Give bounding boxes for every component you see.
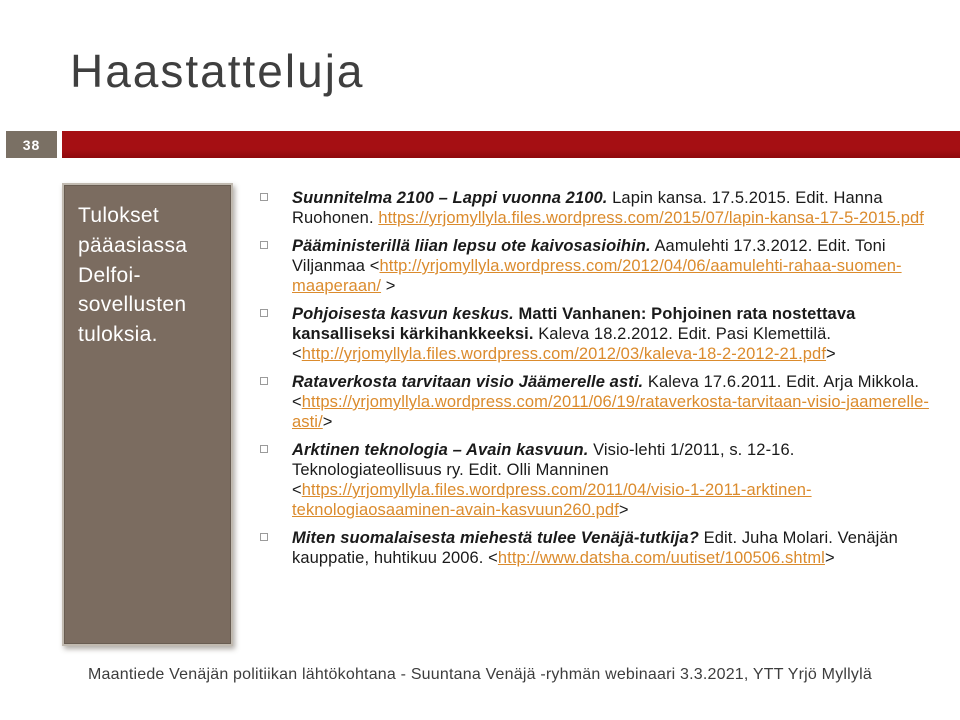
reference-text: Visio-lehti 1/2011, s. 12-16. Teknologiateollisuus ry. Edit. Olli Manninen < (292, 441, 795, 499)
reference-after: > (322, 413, 333, 431)
reference-link[interactable]: https://yrjomyllyla.files.wordpress.com/2015/07/lapin-kansa-17-5-2015.pdf (378, 209, 924, 227)
reference-link[interactable]: http://yrjomyllyla.files.wordpress.com/2012/03/kaleva-18-2-2012-21.pdf (301, 345, 827, 363)
list-item (258, 372, 934, 432)
reference-title: Pääministerillä liian lepsu ote kaivosasioihin. (292, 237, 651, 255)
sidebar-text: Tulokset pääasiassa Delfoi-sovellusten tuloksia. (78, 204, 188, 347)
reference-text: Aamulehti 17.3.2012. Edit. Toni Viljanmaa < (292, 237, 886, 275)
reference-after: > (381, 277, 396, 295)
bullet-square-icon (260, 241, 268, 249)
bullet-square-icon (260, 377, 268, 385)
reference-text: Lapin kansa. 17.5.2015. Edit. Hanna Ruohonen. (292, 189, 883, 227)
list-item (258, 528, 934, 568)
reference-list (258, 188, 934, 576)
bullet-square-icon (260, 445, 268, 453)
reference-text: Kaleva 18.2.2012. Edit. Pasi Klemettilä. < (292, 325, 832, 363)
reference-text: Edit. Juha Molari. Venäjän kauppatie, huhtikuu 2006. < (292, 529, 898, 567)
reference-title: Arktinen teknologia – Avain kasvuun. (292, 441, 589, 459)
bullet-square-icon (260, 533, 268, 541)
page-number: 38 (22, 136, 41, 153)
list-item (258, 188, 934, 228)
accent-bar (62, 131, 960, 158)
list-item (258, 440, 934, 520)
reference-title: Rataverkosta tarvitaan visio Jäämerelle asti. (292, 373, 644, 391)
reference-link[interactable]: https://yrjomyllyla.wordpress.com/2011/06/19/rataverkosta-tarvitaan-visio-jaamerelle-asti/ (292, 393, 929, 431)
bullet-square-icon (260, 309, 268, 317)
reference-after: > (824, 549, 835, 567)
list-item (258, 304, 934, 364)
reference-text: Kaleva 17.6.2011. Edit. Arja Mikkola. < (292, 373, 920, 411)
reference-title: Pohjoisesta kasvun keskus. (292, 305, 514, 323)
reference-link[interactable]: http://www.datsha.com/uutiset/100506.shtml (497, 549, 825, 567)
reference-link[interactable]: http://yrjomyllyla.wordpress.com/2012/04/06/aamulehti-rahaa-suomen-maaperaan/ (292, 257, 902, 295)
page-number-badge (6, 131, 57, 158)
page-title: Haastatteluja (70, 45, 365, 97)
reference-subtitle: Matti Vanhanen: Pohjoinen rata nostettava kansalliseksi kärkihankkeeksi. (292, 305, 856, 343)
reference-link[interactable]: https://yrjomyllyla.files.wordpress.com/2011/04/visio-1-2011-arktinen-teknologiaosaaminen-avain-kasvuun260.pdf (292, 481, 812, 519)
footer-text: Maantiede Venäjän politiikan lähtökohtana - Suuntana Venäjä -ryhmän webinaari 3.3.2021, YTT Yrjö Myllylä (88, 666, 872, 683)
reference-after: > (618, 501, 629, 519)
list-item (258, 236, 934, 296)
bullet-square-icon (260, 193, 268, 201)
reference-title: Miten suomalaisesta miehestä tulee Venäjä-tutkija? (292, 529, 699, 547)
sidebar-callout-box (62, 183, 233, 646)
reference-title: Suunnitelma 2100 – Lappi vuonna 2100. (292, 189, 608, 207)
reference-after: > (826, 345, 836, 363)
